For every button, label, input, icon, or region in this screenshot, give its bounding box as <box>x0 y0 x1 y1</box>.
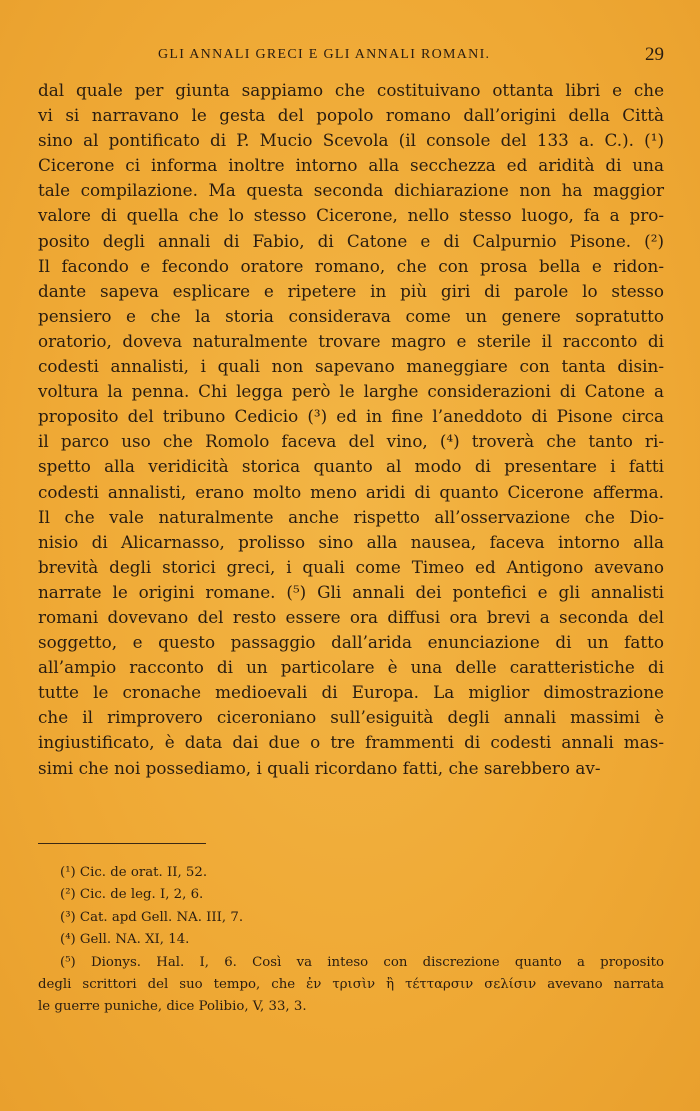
text-line: pensiero e che la storia considerava come un genere sopratutto <box>38 305 664 326</box>
text-line: dal quale per giunta sappiamo che costituivano ottanta libri e che <box>38 80 664 100</box>
footnotes <box>38 862 664 1019</box>
footnote-continuation: degli scrittori del suo tempo, che ἐν τρισὶν ἢ τέτταρσιν σελίσιν avevano narrata <box>38 976 664 992</box>
footnote: (¹) Cic. de orat. II, 52. <box>60 865 208 880</box>
text-line: codesti annalisti, erano molto meno aridi di quanto Cicerone afferma. <box>38 481 664 502</box>
text-line: spetto alla veridicità storica quanto al modo di presentare i fatti <box>38 456 664 477</box>
text-line: brevità degli storici greci, i quali come Timeo ed Antigono avevano <box>38 556 664 577</box>
text-line: Il che vale naturalmente anche rispetto all’osservazione che Dio- <box>38 506 664 527</box>
text-line: ingiustificato, è data dai due o tre frammenti di codesti annali mas- <box>38 732 664 753</box>
text-line: oratorio, doveva naturalmente trovare magro e sterile il racconto di <box>38 330 664 351</box>
text-line: narrate le origini romane. (⁵) Gli annali dei pontefici e gli annalisti <box>38 581 664 602</box>
text-line: voltura la penna. Chi legga però le larghe considerazioni di Catone a <box>38 381 664 402</box>
text-line: Il facondo e fecondo oratore romano, che con prosa bella e ridon- <box>38 255 664 276</box>
running-header <box>38 44 664 70</box>
text-line: Cicerone ci informa inoltre intorno alla secchezza ed aridità di una <box>38 155 664 176</box>
text-line: vi si narravano le gesta del popolo romano dall’origini della Città <box>38 105 664 126</box>
footnote: (³) Cat. apd Gell. NA. III, 7. <box>60 909 244 925</box>
text-line: all’ampio racconto di un particolare è una delle caratteristiche di <box>38 657 664 678</box>
running-title: GLI ANNALI GRECI E GLI ANNALI ROMANI. <box>158 47 491 62</box>
body-text <box>38 78 664 781</box>
text-line: che il rimprovero ciceroniano sull’esiguità degli annali massimi è <box>38 707 664 728</box>
text-line: il parco uso che Romolo faceva del vino, (⁴) troverà che tanto ri- <box>38 431 664 452</box>
footnote-continuation: le guerre puniche, dice Polibio, V, 33, 3. <box>38 999 307 1015</box>
footnote-divider <box>38 843 206 844</box>
text-line: tale compilazione. Ma questa seconda dichiarazione non ha maggior <box>38 180 664 201</box>
text-line: sino al pontificato di P. Mucio Scevola (il console del 133 a. C.). (¹) <box>38 130 664 151</box>
text-line: codesti annalisti, i quali non sapevano maneggiare con tanta disin- <box>38 356 664 377</box>
text-line: nisio di Alicarnasso, prolisso sino alla nausea, faceva intorno alla <box>38 531 664 552</box>
text-line: dante sapeva esplicare e ripetere in più giri di parole lo stesso <box>38 280 664 301</box>
text-line: posito degli annali di Fabio, di Catone e di Calpurnio Pisone. (²) <box>38 230 664 251</box>
text-line: soggetto, e questo passaggio dall’arida enunciazione di un fatto <box>38 632 664 653</box>
text-line: romani dovevano del resto essere ora diffusi ora brevi a seconda del <box>38 606 664 627</box>
footnote: (⁴) Gell. NA. XI, 14. <box>60 932 190 948</box>
text-line: valore di quella che lo stesso Cicerone, nello stesso luogo, fa a pro- <box>38 205 664 226</box>
footnote: (⁵) Dionys. Hal. I, 6. Così va inteso con discrezione quanto a proposito <box>60 954 664 970</box>
text-line: simi che noi possediamo, i quali ricordano fatti, che sarebbero av- <box>38 757 601 778</box>
footnote: (²) Cic. de leg. I, 2, 6. <box>60 887 204 903</box>
page-number: 29 <box>645 44 664 65</box>
text-line: tutte le cronache medioevali di Europa. La miglior dimostrazione <box>38 682 664 703</box>
text-line: proposito del tribuno Cedicio (³) ed in fine l’aneddoto di Pisone circa <box>38 406 664 427</box>
